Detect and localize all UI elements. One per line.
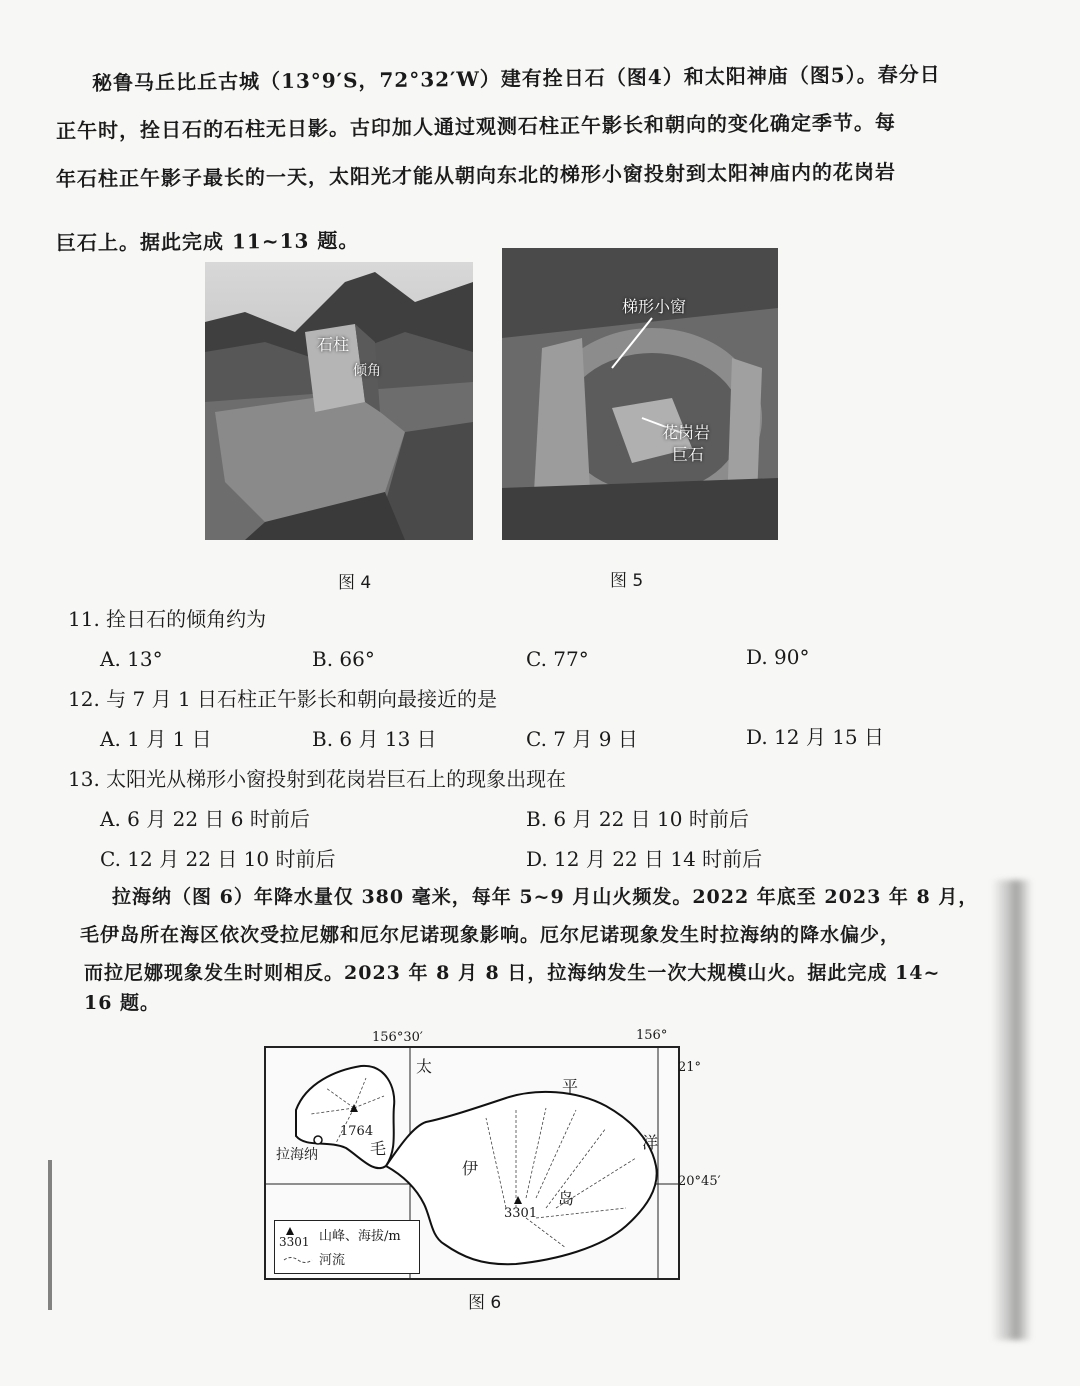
intro2-line1: 拉海纳（图 6）年降水量仅 380 毫米，每年 5~9 月山火频发。2022 年底至 2023 年 8 月，	[112, 886, 979, 908]
question-13-option-b[interactable]: B. 6 月 22 日 10 时前后	[526, 807, 749, 831]
label-angle: 倾角	[353, 363, 381, 379]
intro1-line1: 秘鲁马丘比丘古城（13°9′S，72°32′W）建有拴日石（图4）和太阳神庙（图5）。春分日	[91, 62, 941, 95]
legend-peak-value: 3301	[279, 1235, 310, 1249]
scan-edge-mark	[48, 1160, 52, 1310]
intro2-line3: 而拉尼娜现象发生时则相反。2023 年 8 月 8 日，拉海纳发生一次大规模山火。据此完成 14~	[84, 962, 941, 984]
figure-5-photo	[502, 248, 778, 540]
figure-4-caption: 图 4	[338, 573, 372, 593]
longitude-1: 156°30′	[372, 1030, 423, 1045]
legend-river-icon	[283, 1255, 313, 1265]
peak-1764-label: 1764	[340, 1124, 374, 1139]
figure-6-caption: 图 6	[468, 1293, 502, 1313]
island-char-3: 岛	[558, 1189, 575, 1208]
sea-char-3: 洋	[642, 1133, 659, 1152]
question-11-option-d[interactable]: D. 90°	[746, 645, 810, 669]
island-char-1: 毛	[370, 1139, 387, 1158]
label-rock-line1: 花岗岩	[662, 423, 711, 442]
figure-5-image	[502, 248, 778, 540]
latitude-1: 21°	[678, 1060, 702, 1075]
question-12-option-d[interactable]: D. 12 月 15 日	[746, 725, 885, 749]
figure-4-photo	[205, 262, 473, 540]
latitude-2: 20°45′	[678, 1174, 721, 1189]
question-11-option-c[interactable]: C. 77°	[526, 647, 589, 671]
legend-river-text: 河流	[319, 1253, 346, 1268]
figure-4-image	[205, 262, 473, 540]
question-12-option-a[interactable]: A. 1 月 1 日	[100, 727, 212, 751]
sea-char-2: 平	[562, 1077, 579, 1096]
question-11-option-a[interactable]: A. 13°	[100, 647, 163, 671]
intro2-line2: 毛伊岛所在海区依次受拉尼娜和厄尔尼诺现象影响。厄尔尼诺现象发生时拉海纳的降水偏少，	[80, 924, 901, 946]
map-legend	[274, 1220, 420, 1274]
intro1-line2: 正午时，拴日石的石柱无日影。古印加人通过观测石柱正午影长和朝向的变化确定季节。每	[55, 110, 897, 143]
figure-6-map	[264, 1046, 680, 1280]
label-pillar: 石柱	[317, 335, 350, 354]
sea-char-1: 太	[416, 1057, 433, 1076]
intro1-line4: 巨石上。据此完成 11~13 题。	[55, 228, 360, 255]
label-window: 梯形小窗	[622, 297, 687, 316]
lahaina-label: 拉海纳	[276, 1147, 318, 1163]
question-11-stem: 11. 拴日石的倾角约为	[68, 607, 267, 631]
intro1-line3: 年石柱正午影子最长的一天，太阳光才能从朝向东北的梯形小窗投射到太阳神庙内的花岗岩	[55, 159, 897, 191]
question-12-option-c[interactable]: C. 7 月 9 日	[526, 727, 638, 751]
scan-smudge	[992, 880, 1032, 1340]
label-rock-line2: 巨石	[672, 445, 705, 464]
question-12-stem: 12. 与 7 月 1 日石柱正午影长和朝向最接近的是	[68, 687, 498, 711]
intro2-line4: 16 题。	[84, 992, 161, 1014]
figure-5-caption: 图 5	[610, 571, 644, 591]
peak-3301-label: 3301	[504, 1206, 538, 1221]
question-13-option-c[interactable]: C. 12 月 22 日 10 时前后	[100, 847, 336, 871]
longitude-2: 156°	[636, 1028, 668, 1043]
question-13-option-d[interactable]: D. 12 月 22 日 14 时前后	[526, 847, 763, 871]
island-char-2: 伊	[462, 1159, 479, 1178]
question-11-option-b[interactable]: B. 66°	[312, 647, 375, 671]
question-12-option-b[interactable]: B. 6 月 13 日	[312, 727, 437, 751]
legend-peak-text: 山峰、海拔/m	[319, 1229, 401, 1244]
question-13-option-a[interactable]: A. 6 月 22 日 6 时前后	[100, 807, 310, 831]
question-13-stem: 13. 太阳光从梯形小窗投射到花岗岩巨石上的现象出现在	[68, 767, 567, 791]
